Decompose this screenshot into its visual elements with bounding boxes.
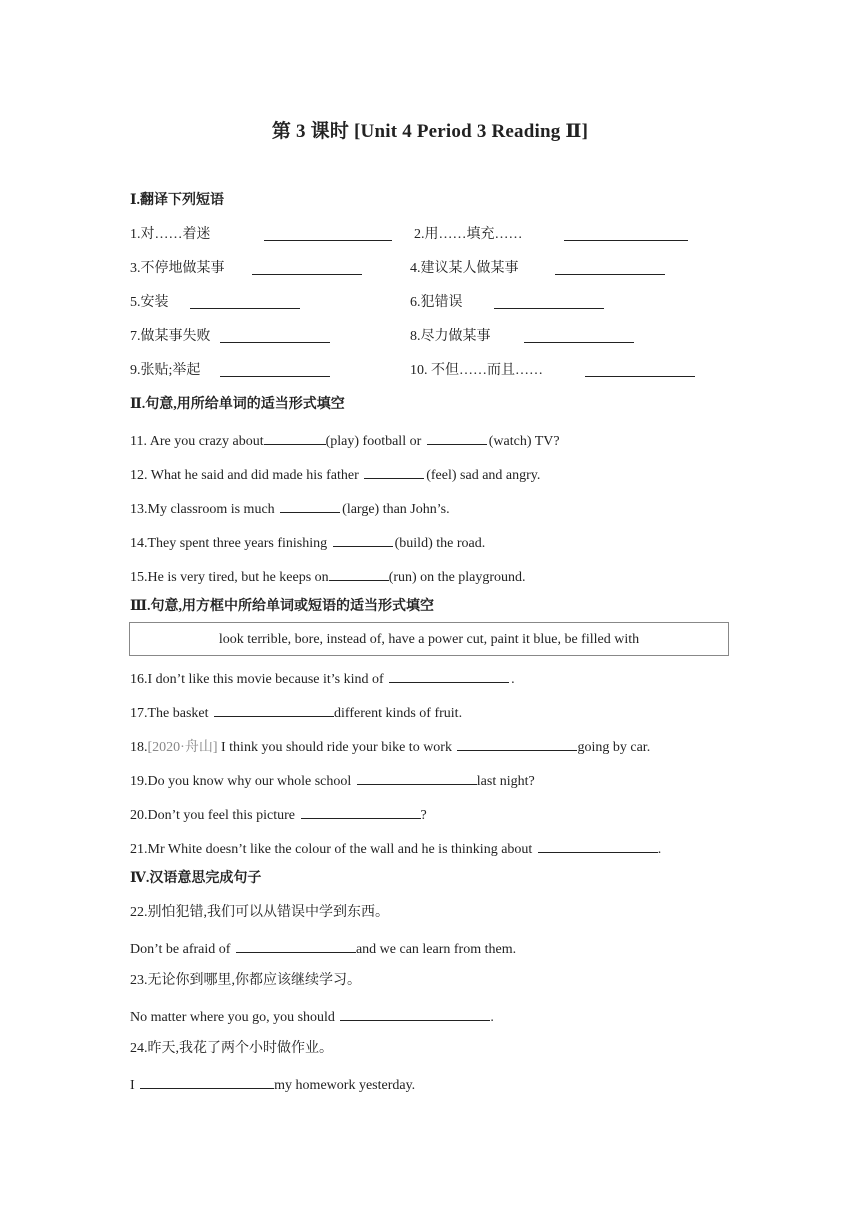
answer-blank[interactable] — [457, 736, 577, 751]
question-text: going by car. — [577, 740, 651, 755]
question-text: 20.Don’t you feel this picture — [130, 808, 299, 823]
question-text: 15.He is very tired, but he keeps on — [130, 570, 329, 585]
answer-blank[interactable] — [427, 430, 487, 445]
phrase-label: 3.不停地做某事 — [130, 261, 225, 276]
answer-blank[interactable] — [329, 566, 389, 581]
question-text: 17.The basket — [130, 706, 213, 721]
question-text: 12. What he said and did made his father — [130, 468, 363, 483]
question-text: 19.Do you know why our whole school — [130, 774, 355, 789]
answer-blank[interactable] — [218, 362, 332, 383]
question-text: Don’t be afraid of — [130, 942, 234, 957]
answer-blank[interactable] — [522, 328, 636, 349]
question-22-chinese: 22.别怕犯错,我们可以从错误中学到东西。 — [130, 905, 389, 920]
question-text: ? — [420, 808, 427, 823]
question-text: 13.My classroom is much — [130, 502, 279, 517]
question-20 — [130, 804, 427, 825]
phrase-label: 9.张贴;举起 — [130, 363, 201, 378]
question-text: . — [511, 672, 515, 687]
question-text: (large) than John’s. — [342, 502, 450, 517]
question-23 — [130, 1006, 494, 1027]
phrase-label: 5.安装 — [130, 295, 169, 310]
answer-blank[interactable] — [562, 226, 690, 247]
question-11 — [130, 430, 560, 451]
question-24-chinese: 24.昨天,我花了两个小时做作业。 — [130, 1041, 333, 1056]
phrase-label: 8.尽力做某事 — [410, 329, 491, 344]
source-tag: [2020·舟山] — [147, 740, 218, 755]
answer-blank[interactable] — [188, 294, 302, 315]
question-text: (feel) sad and angry. — [426, 468, 541, 483]
phrase-item — [410, 260, 519, 278]
phrase-label: 1.对……着迷 — [130, 227, 211, 242]
question-17 — [130, 702, 462, 723]
answer-blank[interactable] — [214, 702, 334, 717]
phrase-item — [130, 260, 225, 278]
question-22 — [130, 938, 516, 959]
phrase-label: 7.做某事失败 — [130, 329, 211, 344]
question-text: 16.I don’t like this movie because it’s kind of — [130, 672, 388, 687]
question-text: and we can learn from them. — [355, 942, 517, 957]
phrase-item — [410, 362, 543, 380]
answer-blank[interactable] — [250, 260, 364, 281]
question-text: 14.They spent three years finishing — [130, 536, 331, 551]
question-text: I — [130, 1078, 139, 1093]
phrase-label: 2.用……填充…… — [414, 227, 523, 242]
answer-blank[interactable] — [492, 294, 606, 315]
question-21 — [130, 838, 661, 859]
answer-blank[interactable] — [236, 938, 356, 953]
answer-blank[interactable] — [280, 498, 340, 513]
phrase-item — [130, 328, 211, 346]
question-text: No matter where you go, you should — [130, 1010, 339, 1025]
answer-blank[interactable] — [364, 464, 424, 479]
question-24 — [130, 1074, 415, 1095]
phrase-item — [410, 294, 463, 312]
phrase-item — [130, 362, 200, 380]
question-23-chinese: 23.无论你到哪里,你都应该继续学习。 — [130, 973, 361, 988]
answer-blank[interactable] — [140, 1074, 274, 1089]
section-3-heading: Ⅲ.句意,用方框中所给单词或短语的适当形式填空 — [130, 599, 435, 614]
phrase-item — [410, 328, 491, 346]
word-box: look terrible, bore, instead of, have a power cut, paint it blue, be filled with — [129, 622, 729, 656]
answer-blank[interactable] — [553, 260, 667, 281]
question-text: (watch) TV? — [488, 434, 560, 449]
question-text: 21.Mr White doesn’t like the colour of the wall and he is thinking about — [130, 842, 536, 857]
answer-blank[interactable] — [301, 804, 421, 819]
section-4-heading: Ⅳ.汉语意思完成句子 — [130, 871, 262, 886]
question-text: last night? — [476, 774, 535, 789]
phrase-item — [414, 226, 523, 244]
question-text: my homework yesterday. — [274, 1078, 416, 1093]
question-text: (run) on the playground. — [388, 570, 526, 585]
question-text: . — [657, 842, 662, 857]
question-12 — [130, 464, 540, 485]
question-text: (build) the road. — [394, 536, 486, 551]
question-19 — [130, 770, 535, 791]
answer-blank[interactable] — [333, 532, 393, 547]
question-text: (play) football or — [325, 434, 425, 449]
phrase-item — [130, 294, 169, 312]
phrase-label: 4.建议某人做某事 — [410, 261, 519, 276]
answer-blank[interactable] — [264, 430, 326, 445]
phrase-label: 6.犯错误 — [410, 295, 463, 310]
answer-blank[interactable] — [357, 770, 477, 785]
section-1-heading: Ⅰ.翻译下列短语 — [130, 193, 225, 208]
question-text: . — [490, 1010, 494, 1025]
question-number: 18. — [130, 740, 148, 755]
question-16 — [130, 668, 515, 689]
answer-blank[interactable] — [583, 362, 697, 383]
answer-blank[interactable] — [389, 668, 509, 683]
question-14 — [130, 532, 485, 553]
page-title: 第 3 课时 [Unit 4 Period 3 Reading Ⅱ] — [271, 121, 589, 142]
answer-blank[interactable] — [218, 328, 332, 349]
question-13 — [130, 498, 450, 519]
question-text: 11. Are you crazy about — [130, 434, 264, 449]
phrase-label: 10. 不但……而且…… — [410, 363, 543, 378]
phrase-item — [130, 226, 211, 244]
answer-blank[interactable] — [538, 838, 658, 853]
question-text: I think you should ride your bike to work — [217, 740, 456, 755]
question-15 — [130, 566, 526, 587]
section-2-heading: Ⅱ.句意,用所给单词的适当形式填空 — [130, 397, 345, 412]
answer-blank[interactable] — [262, 226, 394, 247]
question-18 — [130, 736, 650, 757]
answer-blank[interactable] — [340, 1006, 490, 1021]
question-text: different kinds of fruit. — [334, 706, 463, 721]
